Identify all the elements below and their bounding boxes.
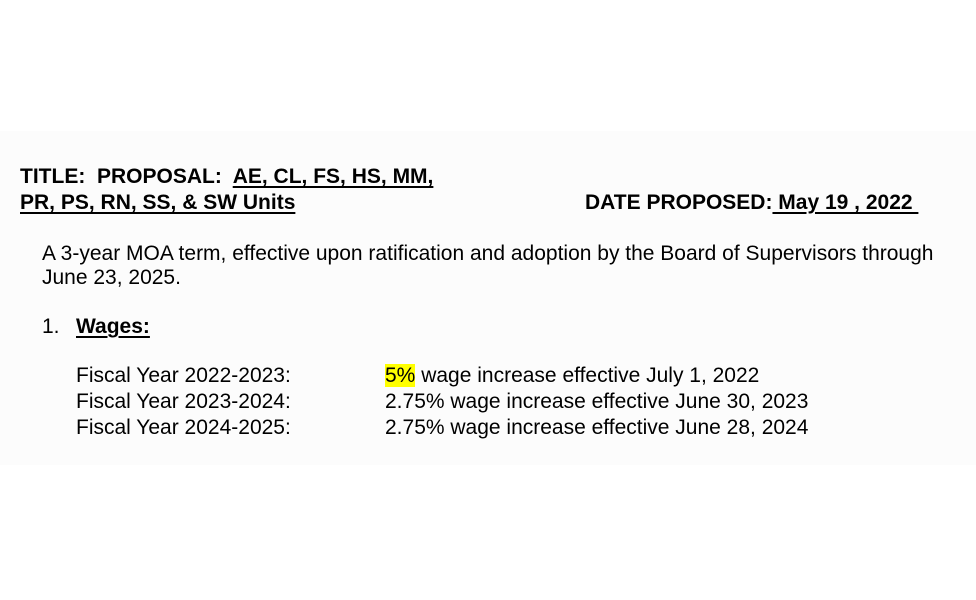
wage-row-percent: 5% bbox=[385, 364, 416, 387]
wage-row bbox=[76, 363, 759, 389]
intro-paragraph: A 3-year MOA term, effective upon ratification and adoption by the Board of Supervisors through June 23, 2025. bbox=[42, 242, 934, 289]
section-number: 1. bbox=[42, 315, 60, 338]
wage-row-label: Fiscal Year 2022-2023: bbox=[76, 364, 291, 387]
wage-row-description: wage increase effective June 30, 2023 bbox=[444, 390, 809, 413]
wage-row bbox=[76, 389, 808, 415]
date-label: DATE PROPOSED: bbox=[585, 191, 773, 214]
title-line-1 bbox=[20, 165, 433, 189]
title-units-line-1: AE, CL, FS, HS, MM, bbox=[232, 165, 434, 188]
date-proposed bbox=[585, 191, 918, 215]
section-heading: Wages: bbox=[76, 315, 150, 338]
wage-row-label: Fiscal Year 2024-2025: bbox=[76, 416, 291, 439]
wage-row bbox=[76, 415, 808, 441]
wage-row-description: wage increase effective June 28, 2024 bbox=[444, 416, 809, 439]
wage-row-description: wage increase effective July 1, 2022 bbox=[415, 364, 760, 387]
title-prefix: TITLE: PROPOSAL: bbox=[20, 165, 233, 188]
title-line-2 bbox=[20, 191, 295, 215]
date-value: May 19 , 2022 bbox=[772, 191, 919, 214]
title-units-line-2: PR, PS, RN, SS, & SW Units bbox=[20, 191, 296, 214]
wage-row-label: Fiscal Year 2023-2024: bbox=[76, 390, 291, 413]
wage-row-percent: 2.75% bbox=[385, 390, 445, 413]
wage-row-percent: 2.75% bbox=[385, 416, 445, 439]
